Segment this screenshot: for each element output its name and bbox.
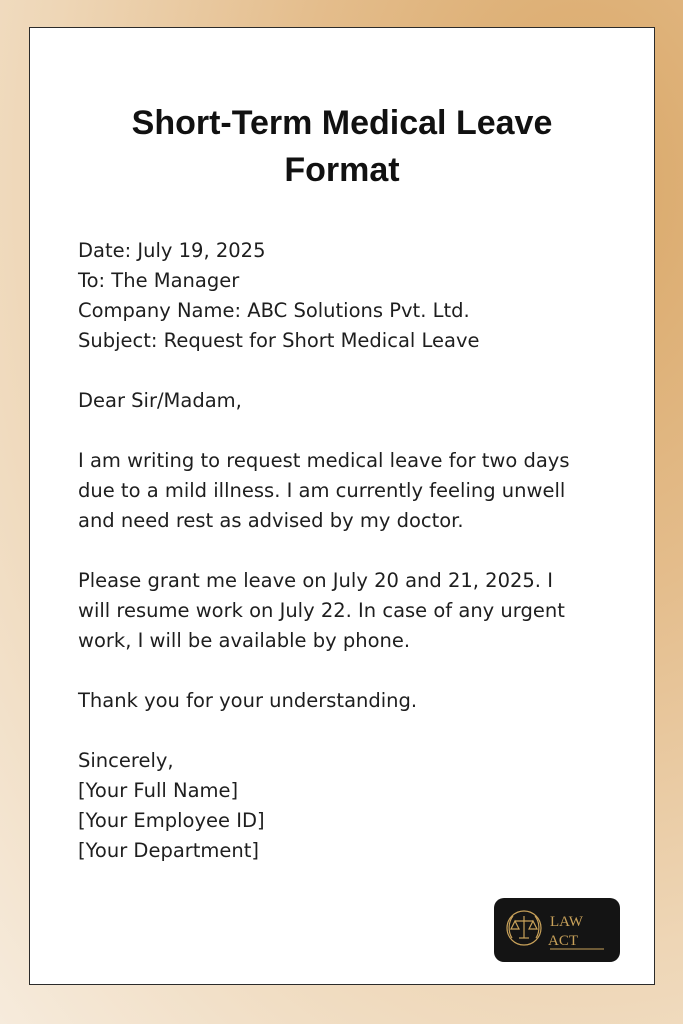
logo-text-law: LAW	[550, 914, 583, 930]
page-title	[30, 100, 654, 194]
title-line-2: Format	[284, 151, 400, 189]
title-line-1: Short-Term Medical Leave	[131, 104, 553, 142]
paragraph-1	[78, 446, 638, 536]
spacer	[78, 656, 638, 686]
date-line: Date: July 19, 2025	[78, 239, 266, 262]
spacer	[78, 416, 638, 446]
paragraph-2-line-3: work, I will be available by phone.	[78, 629, 411, 652]
recipient-line: To: The Manager	[78, 269, 240, 292]
law-act-logo	[494, 898, 620, 962]
letter-body	[78, 236, 638, 866]
thanks-line: Thank you for your understanding.	[78, 689, 418, 712]
letter-header-block	[78, 236, 638, 356]
spacer	[78, 716, 638, 746]
spacer	[78, 536, 638, 566]
signature-block	[78, 746, 638, 866]
spacer	[78, 356, 638, 386]
paragraph-1-line-3: and need rest as advised by my doctor.	[78, 509, 464, 532]
paragraph-2	[78, 566, 638, 656]
signature-name: [Your Full Name]	[78, 779, 239, 802]
closing-line: Sincerely,	[78, 749, 174, 772]
paragraph-1-line-2: due to a mild illness. I am currently feeling unwell	[78, 479, 566, 502]
paragraph-1-line-1: I am writing to request medical leave for two days	[78, 449, 570, 472]
paragraph-2-line-1: Please grant me leave on July 20 and 21, 2025. I	[78, 569, 553, 592]
salutation-block	[78, 386, 638, 416]
signature-employee-id: [Your Employee ID]	[78, 809, 265, 832]
law-act-logo-graphic	[494, 898, 620, 962]
letter-sheet	[29, 27, 655, 985]
scales-of-justice-icon	[507, 911, 541, 945]
logo-text-act: ACT	[548, 933, 578, 949]
paragraph-2-line-2: will resume work on July 22. In case of any urgent	[78, 599, 565, 622]
subject-line: Subject: Request for Short Medical Leave	[78, 329, 480, 352]
signature-department: [Your Department]	[78, 839, 260, 862]
thanks-block	[78, 686, 638, 716]
company-line: Company Name: ABC Solutions Pvt. Ltd.	[78, 299, 470, 322]
salutation: Dear Sir/Madam,	[78, 389, 242, 412]
